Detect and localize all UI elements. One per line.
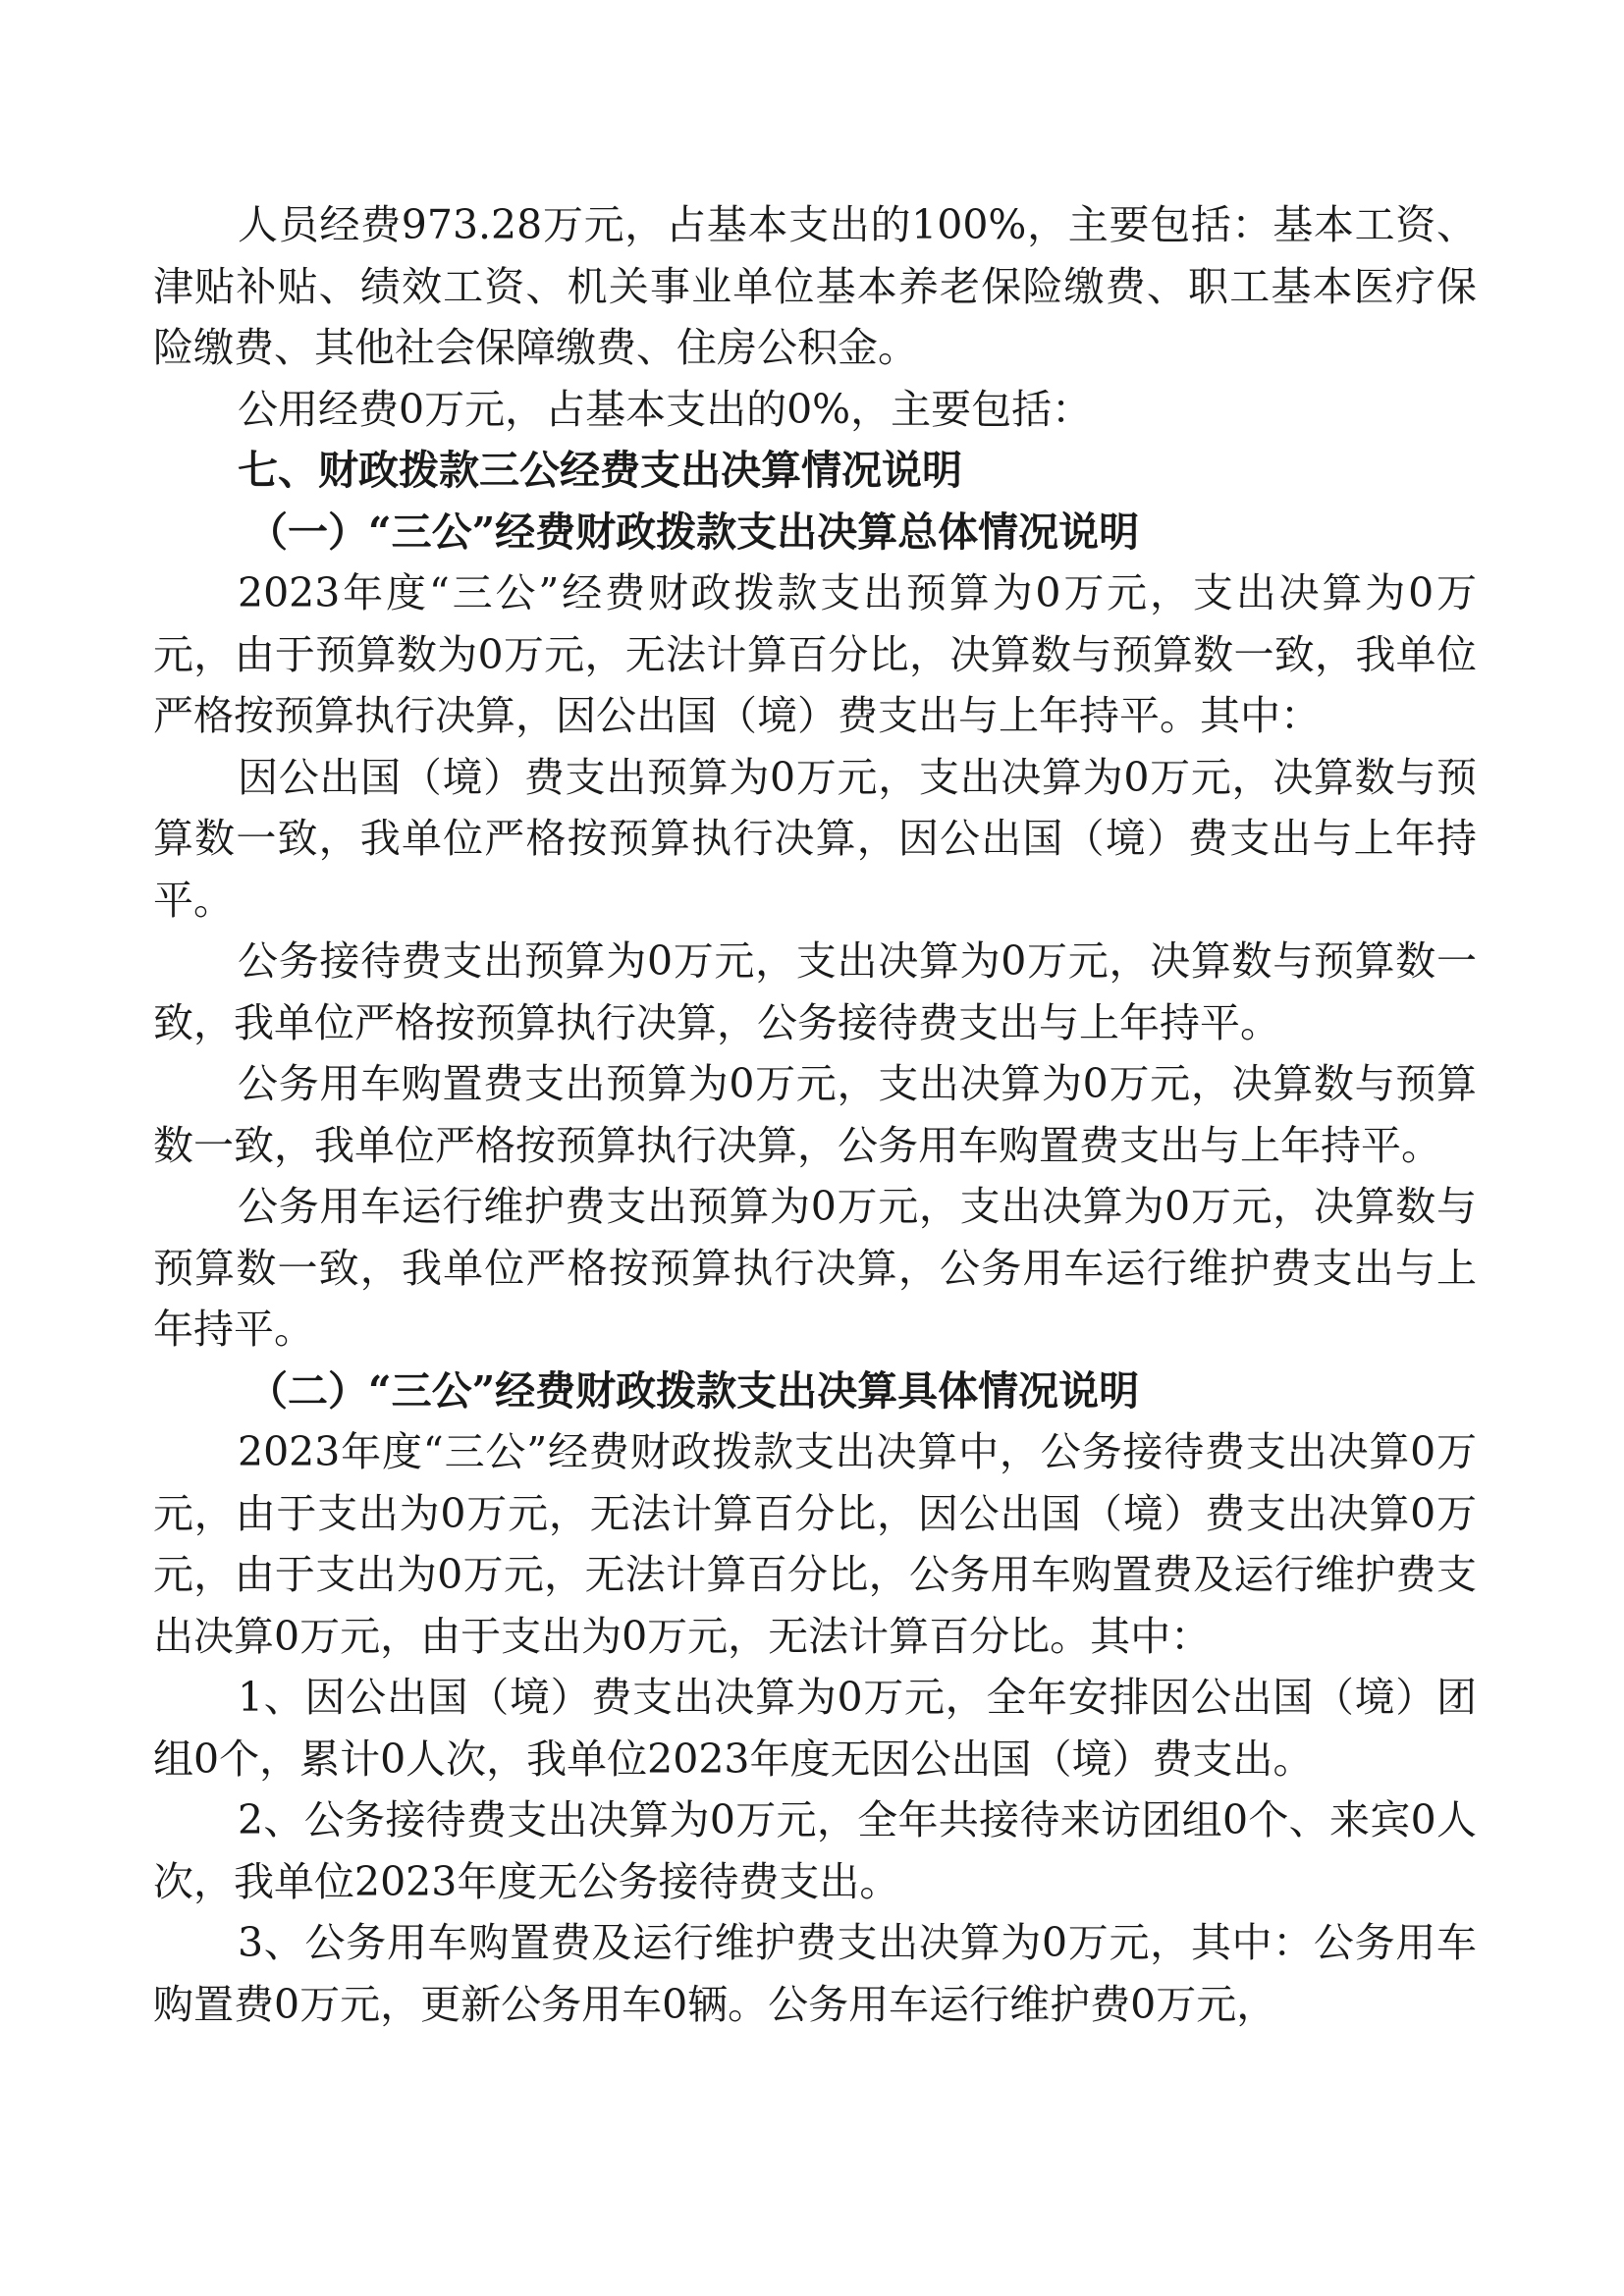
paragraph-detailed-summary: 2023年度“三公”经费财政拨款支出决算中，公务接待费支出决算0万元，由于支出为0万元，无法计算百分比，因公出国（境）费支出决算0万元，由于支出为0万元，无法计算百分比，公务用车购置费及运行维护费支出决算0万元，由于支出为0万元，无法计算百分比。其中： (153, 1428, 1477, 1660)
paragraph-vehicle-purchase: 公务用车购置费支出预算为0万元，支出决算为0万元，决算数与预算数一致，我单位严格按预算执行决算，公务用车购置费支出与上年持平。 (153, 1060, 1477, 1169)
paragraph-vehicle-maintenance: 公务用车运行维护费支出预算为0万元，支出决算为0万元，决算数与预算数一致，我单位严格按预算执行决算，公务用车运行维护费支出与上年持平。 (153, 1183, 1477, 1353)
paragraph-item-1: 1、因公出国（境）费支出决算为0万元，全年安排因公出国（境）团组0个，累计0人次，我单位2023年度无因公出国（境）费支出。 (153, 1674, 1477, 1783)
paragraph-reception: 公务接待费支出预算为0万元，支出决算为0万元，决算数与预算数一致，我单位严格按预算执行决算，公务接待费支出与上年持平。 (153, 937, 1477, 1046)
section-heading-seven: 七、财政拨款三公经费支出决算情况说明 (238, 447, 962, 494)
paragraph-overall-summary: 2023年度“三公”经费财政拨款支出预算为0万元，支出决算为0万元，由于预算数为0万元，无法计算百分比，决算数与预算数一致，我单位严格按预算执行决算，因公出国（境）费支出与上年持平。其中： (153, 569, 1477, 739)
document-body (153, 194, 1477, 2035)
paragraph-item-3: 3、公务用车购置费及运行维护费支出决算为0万元，其中：公务用车购置费0万元，更新公务用车0辆。公务用车运行维护费0万元， (153, 1919, 1477, 2028)
paragraph-personnel-expenses: 人员经费973.28万元，占基本支出的100%，主要包括：基本工资、津贴补贴、绩效工资、机关事业单位基本养老保险缴费、职工基本医疗保险缴费、其他社会保障缴费、住房公积金。 (153, 201, 1477, 371)
paragraph-overseas-travel: 因公出国（境）费支出预算为0万元，支出决算为0万元，决算数与预算数一致，我单位严格按预算执行决算，因公出国（境）费支出与上年持平。 (153, 753, 1477, 924)
subsection-heading-one: （一）“三公”经费财政拨款支出决算总体情况说明 (247, 507, 1140, 556)
subsection-heading-two: （二）“三公”经费财政拨款支出决算具体情况说明 (247, 1366, 1140, 1415)
paragraph-item-2: 2、公务接待费支出决算为0万元，全年共接待来访团组0个、来宾0人次，我单位2023年度无公务接待费支出。 (153, 1796, 1477, 1905)
paragraph-public-expenses: 公用经费0万元，占基本支出的0%，主要包括： (238, 385, 1093, 433)
